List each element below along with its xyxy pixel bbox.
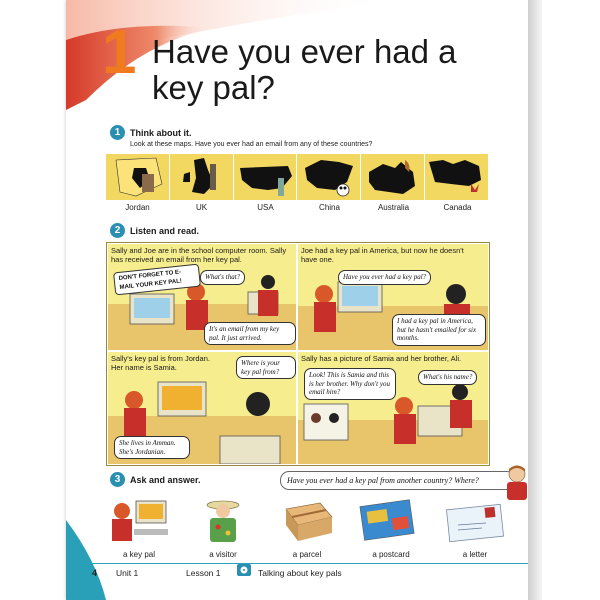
country-label-jordan: Jordan	[125, 203, 150, 212]
comic-panel-3	[107, 351, 297, 465]
comic-panel-4	[297, 351, 489, 465]
cd-icon	[236, 563, 252, 577]
section-1-heading: Think about it.	[130, 128, 192, 138]
vocab-letter-image	[442, 495, 508, 545]
panel-3-caption: Sally's key pal is from Jordan. Her name is Samia.	[111, 354, 210, 372]
page-edge	[528, 0, 542, 600]
map-canada	[425, 154, 488, 200]
comic-panel-1	[107, 243, 297, 351]
section-1-instruction: Look at these maps. Have you ever had an email from any of these countries?	[130, 141, 373, 148]
panel-4-bubble-name: What's his name?	[418, 370, 477, 385]
map-australia	[361, 154, 425, 200]
section-3-heading: Ask and answer.	[130, 475, 201, 485]
country-label-china: China	[319, 203, 340, 212]
page-number: 4	[92, 568, 98, 578]
panel-2-bubble-question: Have you ever had a key pal?	[338, 270, 431, 285]
footer-lesson: Lesson 1	[186, 568, 221, 578]
panel-1-note: DON'T FORGET TO E-MAIL YOUR KEY PAL!	[113, 264, 201, 296]
section-1-number: 1	[110, 125, 125, 140]
panel-2-caption: Joe had a key pal in America, but now he doesn't have one.	[301, 246, 464, 264]
comic-strip	[106, 242, 490, 466]
map-uk	[170, 154, 234, 200]
map-jordan	[106, 154, 170, 200]
panel-1-bubble-whats-that: What's that?	[200, 270, 245, 285]
map-usa	[234, 154, 298, 200]
panel-3-bubble-amman: She lives in Amman. She's Jordanian.	[114, 436, 190, 459]
vocab-label-postcard: a postcard	[372, 550, 410, 559]
country-label-uk: UK	[195, 203, 208, 212]
map-china	[297, 154, 361, 200]
vocab-key-pal-image	[106, 495, 172, 545]
comic-panel-2	[297, 243, 489, 351]
panel-4-caption: Sally has a picture of Samia and her brother, Ali.	[301, 354, 462, 363]
country-label-canada: Canada	[443, 203, 472, 212]
panel-1-caption: Sally and Joe are in the school computer room. Sally has received an email from her key pal.	[111, 246, 287, 264]
vocab-postcard-image	[358, 495, 424, 545]
panel-4-bubble-look: Look! This is Samia and this is her brother. Why don't you email him?	[304, 368, 396, 400]
panel-1-bubble-email: It's an email from my key pal. It just arrived.	[204, 322, 296, 345]
panel-3-bubble-where: Where is your key pal from?	[236, 356, 296, 379]
page-title: Have you ever had a key pal?	[152, 33, 457, 106]
section-2-number: 2	[110, 223, 125, 238]
country-maps	[106, 154, 488, 200]
textbook-page	[66, 0, 534, 600]
vocab-visitor-image	[190, 495, 256, 545]
vocab-label-letter: a letter	[462, 550, 488, 559]
section-2-heading: Listen and read.	[130, 226, 200, 236]
vocab-parcel-image	[274, 495, 340, 545]
footer-rule	[76, 563, 534, 564]
footer-topic: Talking about key pals	[258, 568, 342, 578]
vocab-label-visitor: a visitor	[209, 550, 237, 559]
country-label-australia: Australia	[377, 203, 410, 212]
unit-number: 1	[102, 18, 137, 87]
footer-unit: Unit 1	[116, 568, 139, 578]
section-3-number: 3	[110, 472, 125, 487]
panel-2-bubble-answer: I had a key pal in America, but he hasn't emailed for six months.	[392, 314, 486, 346]
country-label-usa: USA	[257, 203, 274, 212]
footer-teal-corner	[66, 520, 106, 600]
question-bubble: Have you ever had a key pal from another country? Where?	[280, 471, 516, 490]
vocab-label-parcel: a parcel	[292, 550, 322, 559]
vocab-label-key-pal: a key pal	[122, 550, 156, 559]
